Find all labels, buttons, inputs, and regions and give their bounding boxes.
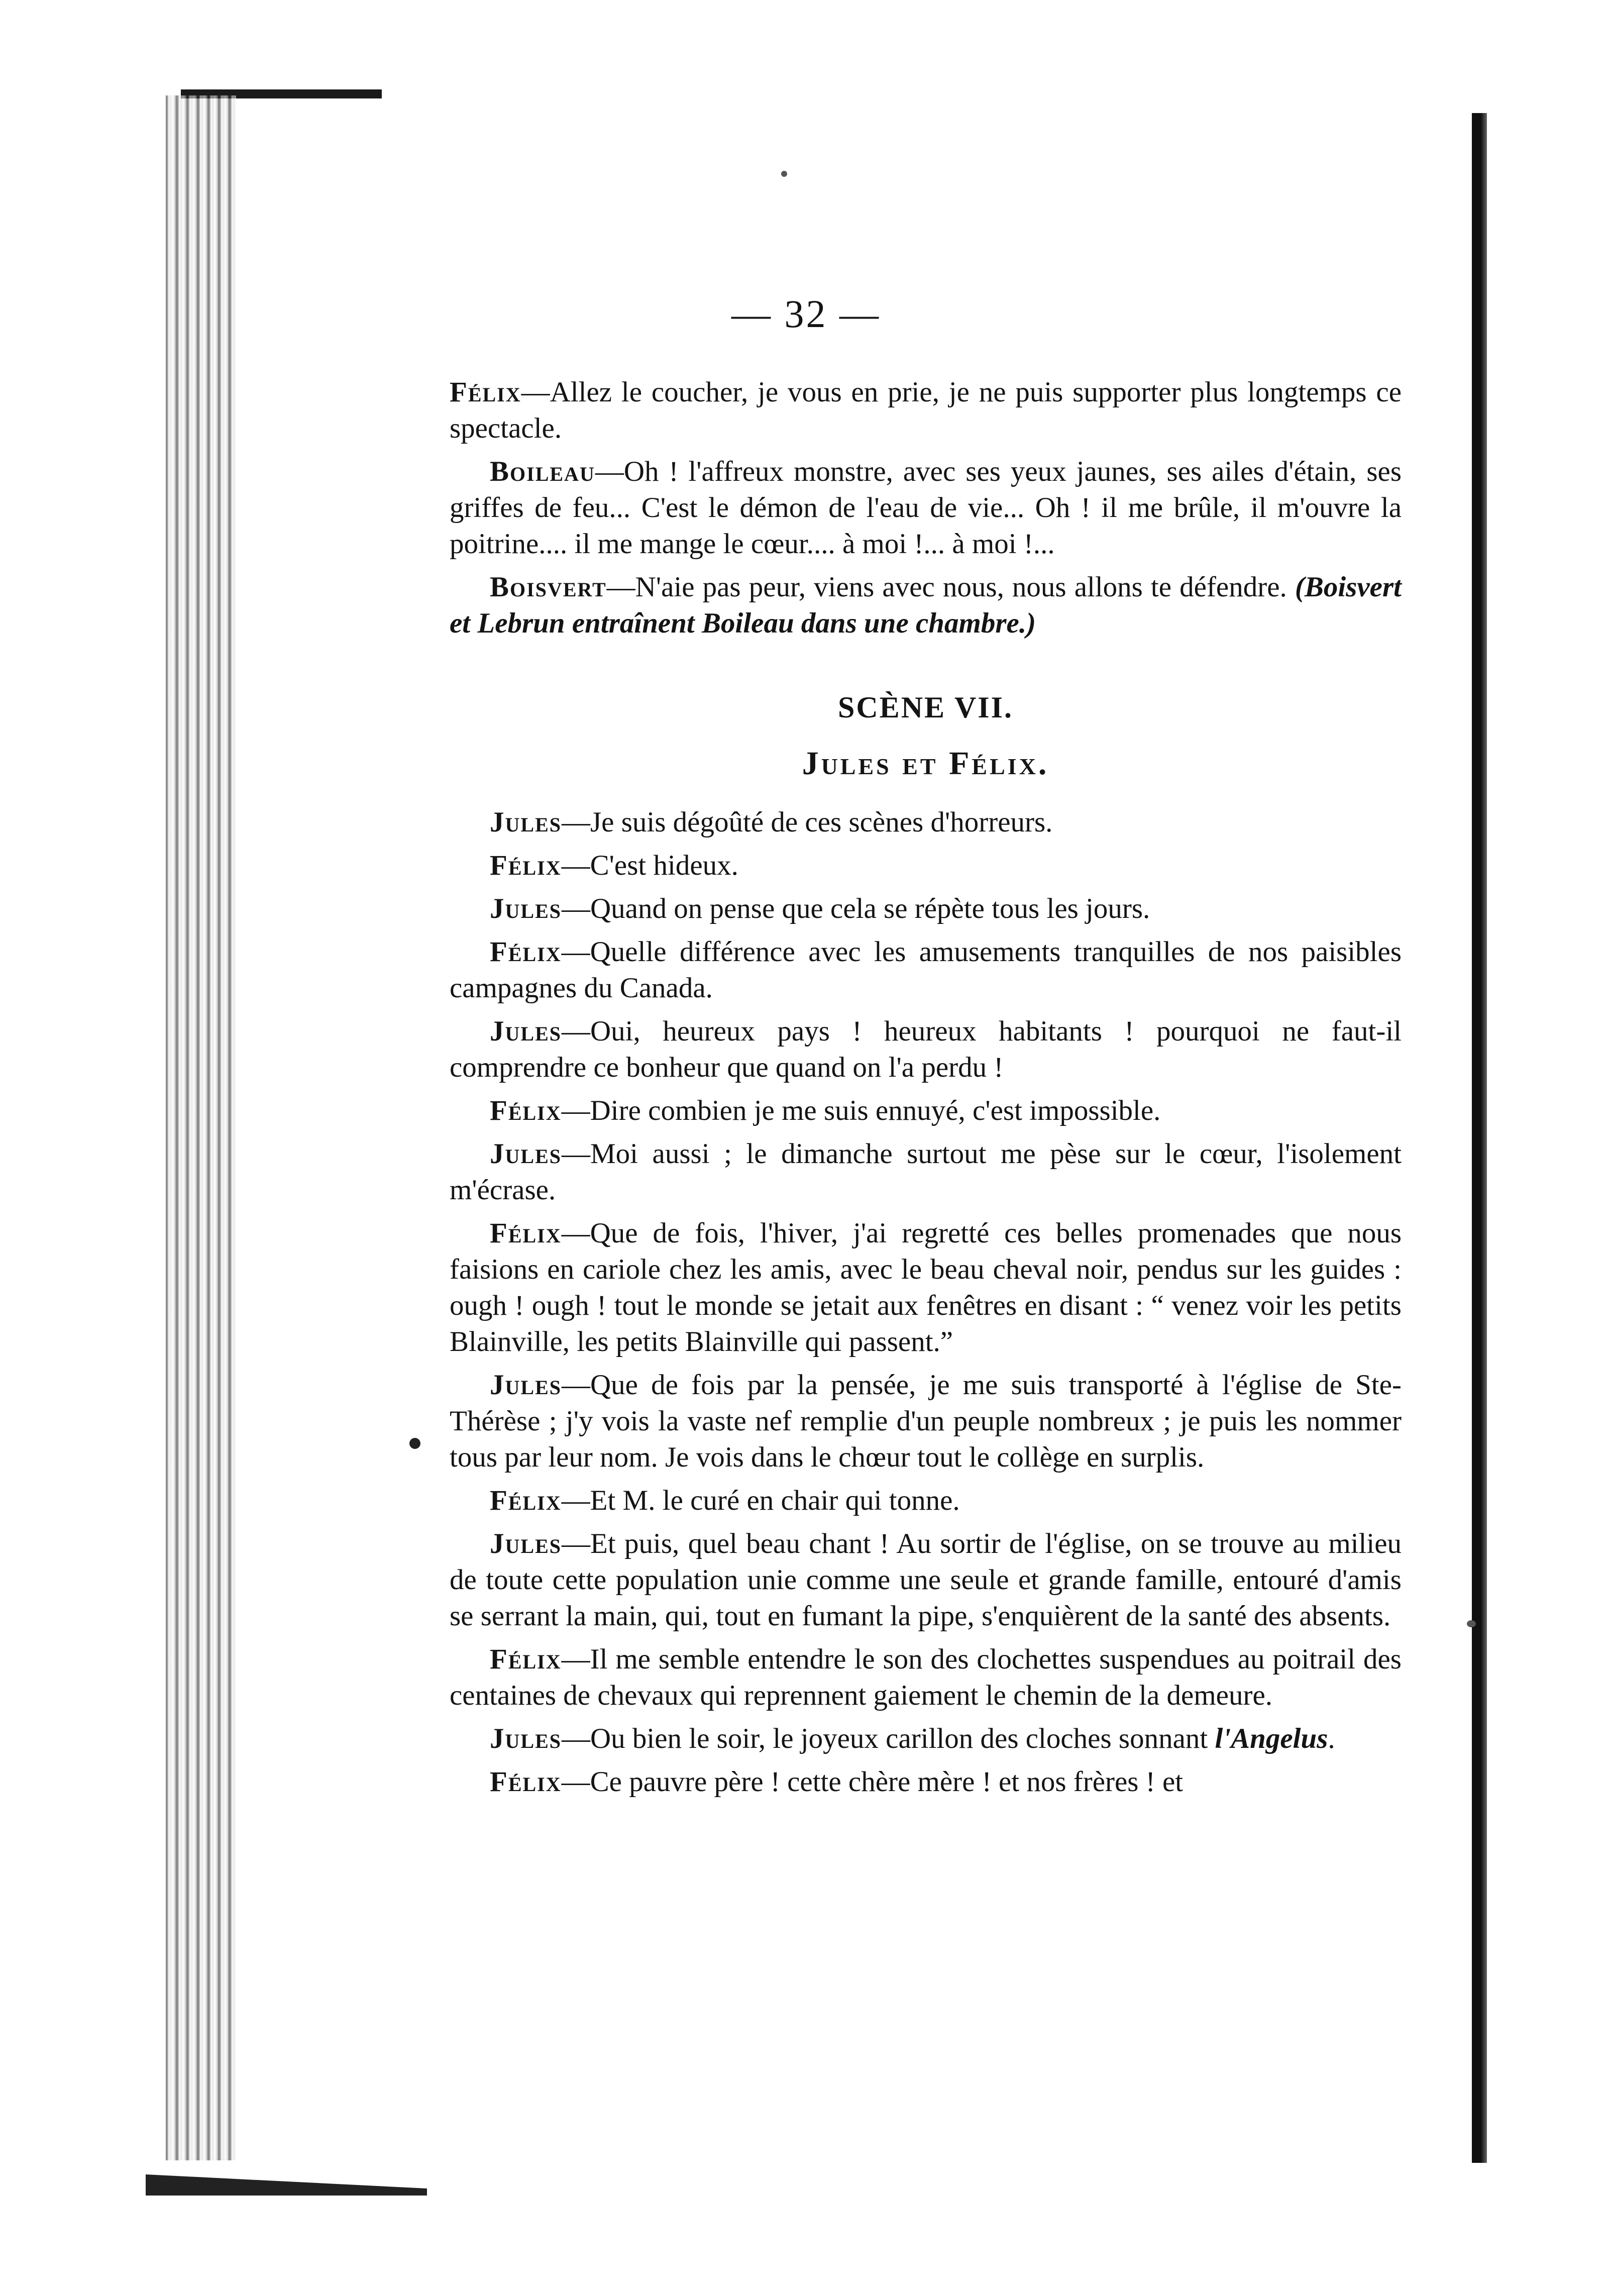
dialogue-line (450, 1093, 1402, 1129)
line-text: —Moi aussi ; le dimanche surtout me pèse sur le cœur, l'isolement m'écrase. (450, 1138, 1402, 1206)
speaker-name: Boileau (490, 456, 595, 487)
dialogue-line (450, 1641, 1402, 1714)
line-text: —Et M. le curé en chair qui tonne. (561, 1485, 960, 1516)
stage-direction: (Boisvert et Lebrun entraînent Boileau dans une chambre.) (450, 571, 1402, 639)
line-text: —N'aie pas peur, viens avec nous, nous allons te défendre. (606, 571, 1295, 603)
right-page-edge (1472, 113, 1487, 2163)
line-text: —Que de fois, l'hiver, j'ai regretté ces belles promenades que nous faisions en cariole chez les amis, avec le beau cheval noir, pendus sur les guides : ough ! ough ! tout le monde se jetait aux fenêtres en disant : “ venez voir les petits Blainville, les petits Blainville qui passent.” (450, 1217, 1402, 1358)
dialogue-line (450, 374, 1402, 447)
speaker-name: Jules (490, 806, 562, 838)
dialogue-line (450, 1136, 1402, 1208)
dialogue-line (450, 1215, 1402, 1360)
speaker-name: Jules (490, 1723, 562, 1754)
speaker-name: Félix (490, 850, 562, 881)
dialogue-line (450, 1721, 1402, 1757)
dialogue-line (450, 848, 1402, 884)
binding-edge-foot (146, 2160, 427, 2196)
speaker-name: Félix (490, 1095, 562, 1126)
speaker-name: Jules (490, 893, 562, 924)
scan-speck (1467, 1620, 1476, 1627)
dialogue-line (450, 1483, 1402, 1519)
scene-characters: Jules et Félix. (802, 745, 1049, 782)
speaker-name: Félix (490, 1485, 562, 1516)
dialogue-line (450, 804, 1402, 841)
line-text: —Ou bien le soir, le joyeux carillon des cloches sonnant (562, 1723, 1215, 1754)
line-text-end: . (1328, 1723, 1335, 1754)
dialogue-line (450, 454, 1402, 562)
dialogue-line (450, 1013, 1402, 1086)
dialogue-line (450, 891, 1402, 927)
speaker-name: Jules (490, 1015, 562, 1047)
speaker-name: Boisvert (490, 571, 607, 603)
line-text: —Et puis, quel beau chant ! Au sortir de l'église, on se trouve au milieu de toute cette population unie comme une seule et grande famille, entouré d'amis se serrant la main, qui, tout en fumant la pipe, s'enquièrent de la santé des absents. (450, 1528, 1402, 1632)
dialogue-line (450, 1526, 1402, 1634)
page-number: — 32 — (731, 292, 881, 336)
line-text: —Quand on pense que cela se répète tous les jours. (562, 893, 1150, 924)
line-text: —Je suis dégoûté de ces scènes d'horreurs. (562, 806, 1053, 838)
line-text: —Oui, heureux pays ! heureux habitants ! pourquoi ne faut-il comprendre ce bonheur que quand on l'a perdu ! (450, 1015, 1402, 1083)
dialogue-line (450, 934, 1402, 1006)
speaker-name: Jules (490, 1369, 562, 1401)
dialogue-line (450, 569, 1402, 642)
dialogue-line (450, 1367, 1402, 1476)
speaker-name: Félix (490, 1766, 562, 1798)
speaker-name: Félix (490, 936, 562, 968)
speaker-name: Félix (450, 376, 521, 408)
line-text: —Oh ! l'affreux monstre, avec ses yeux jaunes, ses ailes d'étain, ses griffes de feu... C'est le démon de l'eau de vie... Oh ! il me brûle, il m'ouvre la poitrine.... il me mange le cœur.... à moi !... à moi !... (450, 456, 1402, 560)
line-text: —Quelle différence avec les amusements tranquilles de nos paisibles campagnes du Canada. (450, 936, 1402, 1004)
book-binding-edge (166, 95, 236, 2160)
margin-mark (409, 1438, 420, 1449)
speaker-name: Félix (490, 1217, 562, 1249)
scan-speck (781, 171, 787, 177)
line-text: —Ce pauvre père ! cette chère mère ! et nos frères ! et (561, 1766, 1184, 1798)
speaker-name: Jules (490, 1528, 562, 1559)
line-text: —Il me semble entendre le son des clochettes suspendues au poitrail des centaines de chevaux qui reprennent gaiement le chemin de la demeure. (450, 1643, 1402, 1711)
dialogue-line (450, 1764, 1402, 1800)
scene-title: SCÈNE VII. (837, 691, 1013, 724)
speaker-name: Jules (490, 1138, 562, 1170)
line-text: —Dire combien je me suis ennuyé, c'est impossible. (561, 1095, 1161, 1126)
speaker-name: Félix (490, 1643, 562, 1675)
page-body (450, 374, 1402, 1807)
italic-word: l'Angelus (1215, 1723, 1328, 1754)
line-text: —Que de fois par la pensée, je me suis transporté à l'église de Ste-Thérèse ; j'y vois la vaste nef remplie d'un peuple nombreux ; je puis les nommer tous par leur nom. Je vois dans le chœur tout le collège en surplis. (450, 1369, 1402, 1473)
line-text: —C'est hideux. (561, 850, 738, 881)
line-text: —Allez le coucher, je vous en prie, je ne puis supporter plus longtemps ce spectacle. (450, 376, 1402, 444)
